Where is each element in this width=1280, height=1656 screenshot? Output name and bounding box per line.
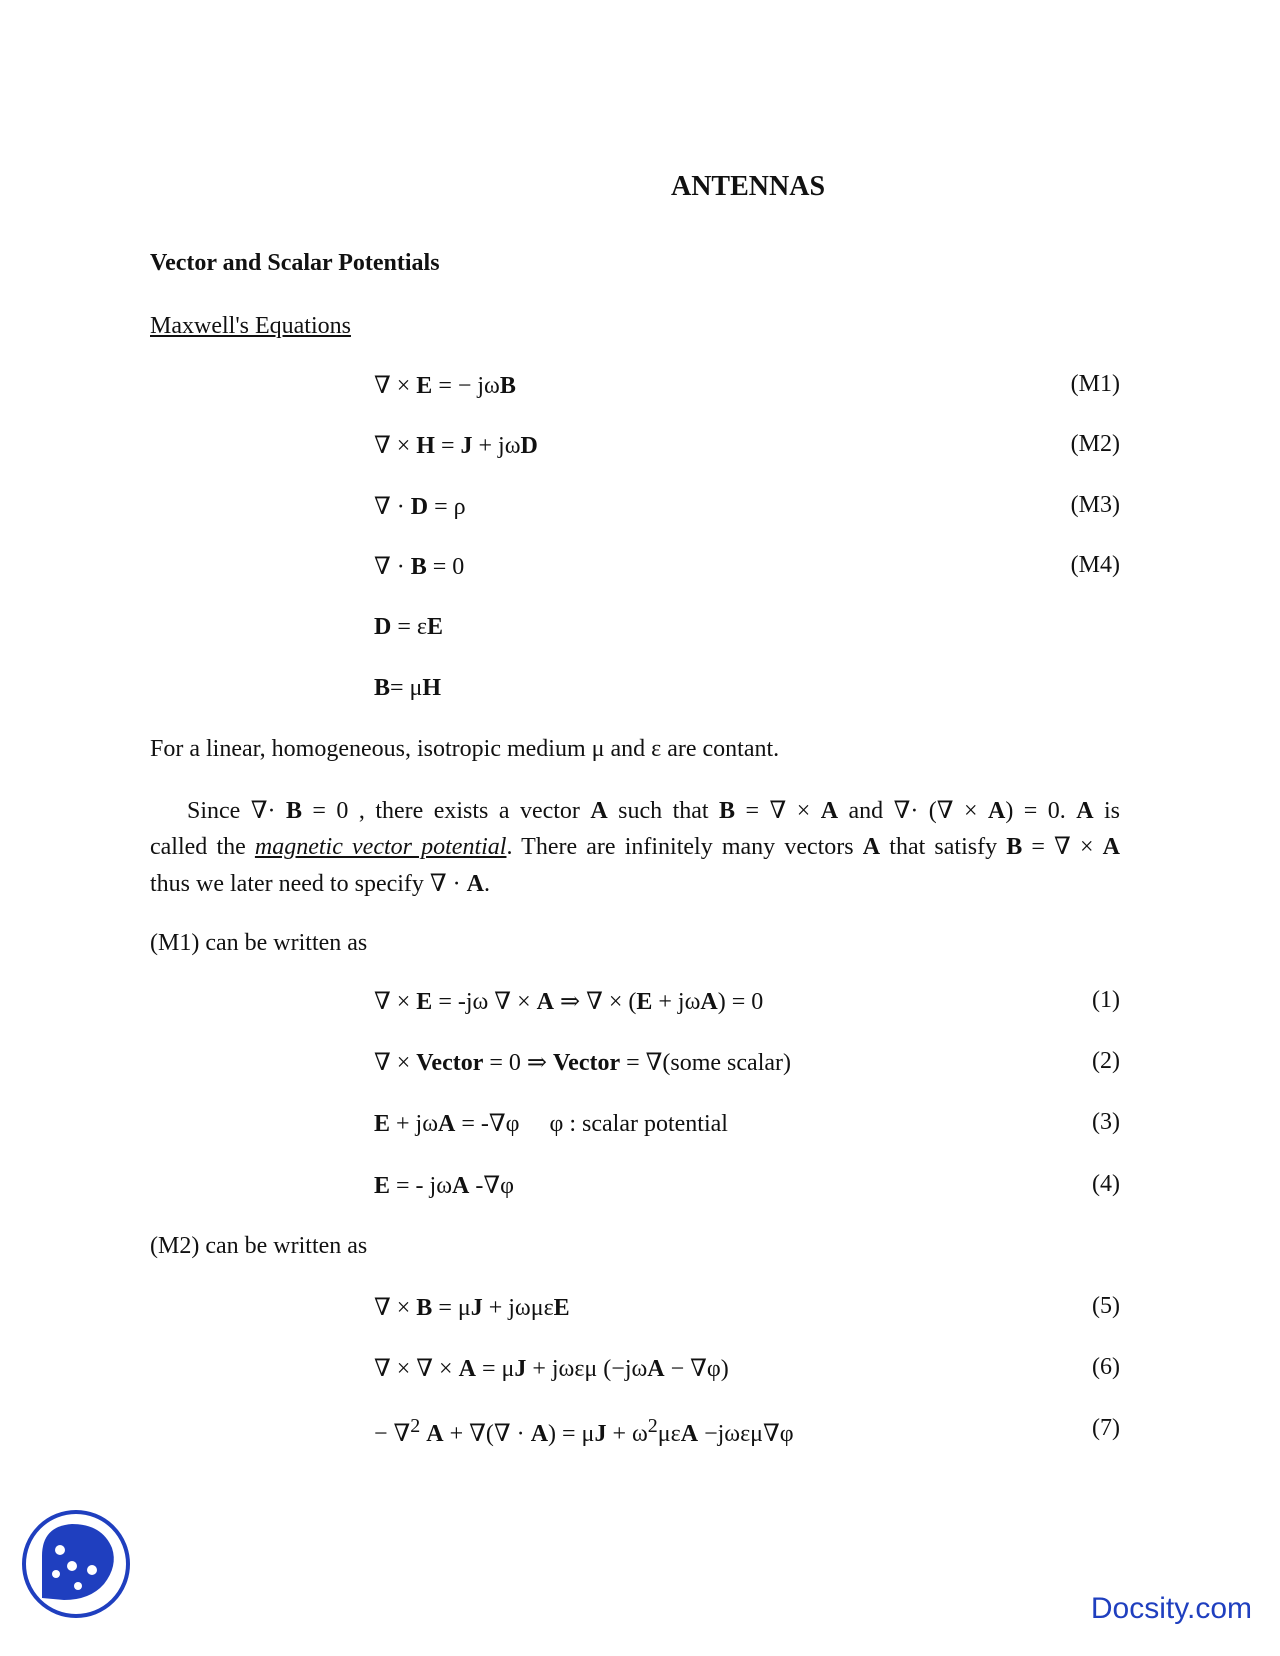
docsity-logo-icon[interactable] (20, 1508, 132, 1620)
medium-statement: For a linear, homogeneous, isotropic medium μ and ε are contant. (150, 736, 780, 762)
constitutive-d: D = εE (374, 614, 443, 640)
equation-number: (2) (1092, 1048, 1120, 1074)
equation-m1: ∇ × E = − jωB (374, 373, 516, 399)
docsity-brand-link[interactable]: Docsity.com (1090, 1592, 1252, 1625)
equation-number: (M3) (1070, 492, 1120, 518)
section-heading: Vector and Scalar Potentials (150, 250, 440, 276)
equation-2: ∇ × Vector = 0 ⇒ Vector = ∇(some scalar) (374, 1050, 792, 1076)
page-title: ANTENNAS (670, 171, 826, 202)
paragraph-line: Since ∇· B = 0 , there exists a vector A such that B = ∇ × A and ∇· (∇ × A) = 0. A is (187, 798, 1120, 824)
equation-number: (6) (1092, 1354, 1120, 1380)
equation-5: ∇ × B = μJ + jωμεE (374, 1295, 570, 1321)
constitutive-b: B= μH (374, 675, 442, 701)
equation-m2: ∇ × H = J + jωD (374, 433, 538, 459)
equation-number: (M4) (1070, 552, 1120, 578)
equation-m3: ∇ · D = ρ (374, 494, 466, 520)
equation-number: (1) (1092, 987, 1120, 1013)
paragraph-line: called the magnetic vector potential. There are infinitely many vectors A that satisfy B = ∇ × A (150, 834, 1120, 860)
equation-4: E = - jωA -∇φ (374, 1173, 514, 1199)
equation-number: (7) (1092, 1415, 1120, 1441)
m1-intro: (M1) can be written as (150, 930, 368, 956)
equation-7: − ∇$^2$ A + ∇(∇ · $A) = \mu J + \omega^2\mu\varepsilon A -j\omega\varepsilon\mu\nabla\varphi$ (374, 1415, 794, 1447)
equation-1: ∇ × E = -jω ∇ × A ⇒ ∇ × (E + jωA) = 0 (374, 989, 764, 1015)
paragraph-line: thus we later need to specify ∇ · A. (150, 871, 490, 897)
equation-number: (3) (1092, 1109, 1120, 1135)
equation-m4: ∇ · B = 0 (374, 554, 465, 580)
equation-6: ∇ × ∇ × A = μJ + jωεμ (−jωA − ∇φ) (374, 1356, 729, 1382)
equation-number: (4) (1092, 1171, 1120, 1197)
equation-number: (M2) (1070, 431, 1120, 457)
equation-number: (5) (1092, 1293, 1120, 1319)
subsection-heading: Maxwell's Equations (150, 313, 351, 339)
equation-number: (M1) (1070, 371, 1120, 397)
equation-3: E + jωA = -∇φ φ : scalar potential (374, 1111, 728, 1137)
m2-intro: (M2) can be written as (150, 1233, 368, 1259)
